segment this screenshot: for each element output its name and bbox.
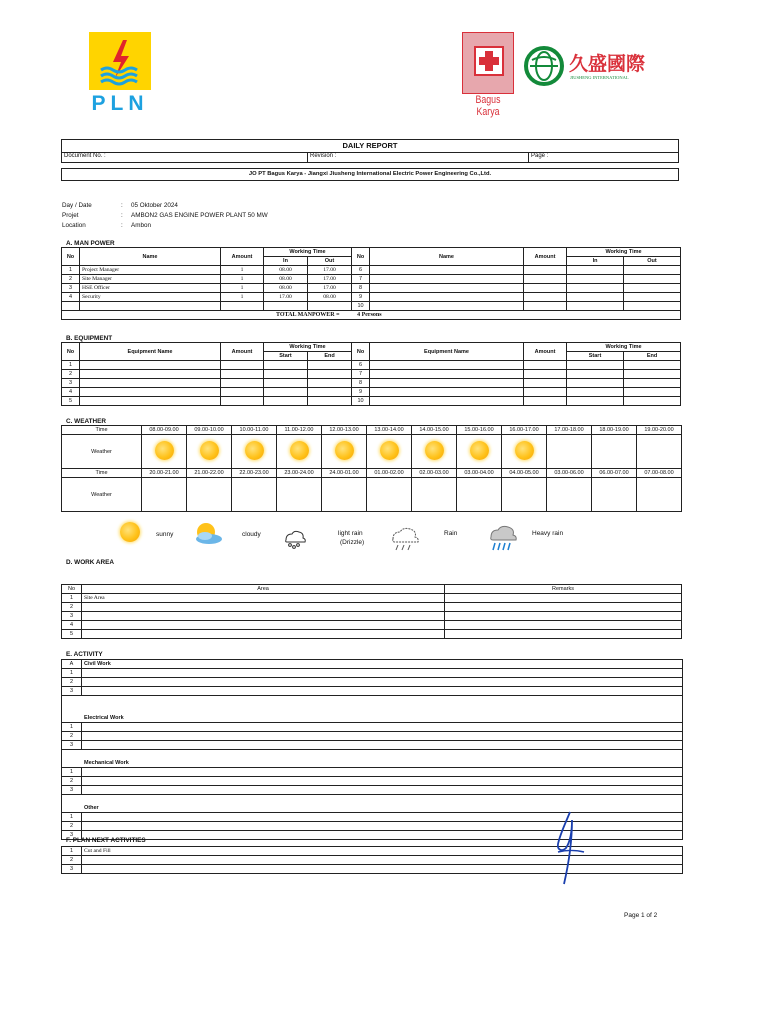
legend-rain-label: Rain — [444, 530, 458, 537]
manpower-header-working-time-right: Working Time — [567, 248, 681, 257]
globe-icon — [524, 46, 564, 86]
work-area-remarks — [445, 621, 682, 630]
equipment-no-right: 9 — [352, 388, 370, 397]
activity-group-mechanical: Mechanical Work — [62, 759, 683, 768]
manpower-no: 3 — [62, 284, 80, 293]
jo-name: JO PT Bagus Karya - Jiangxi Jiusheng International Electric Power Engineering Co.,Ltd. — [248, 171, 492, 177]
weather-time-row — [62, 469, 682, 478]
weather-table — [61, 425, 682, 512]
weather-section-title: C. WEATHER — [66, 418, 106, 425]
manpower-out-right — [624, 302, 681, 311]
work-area-no: 5 — [62, 630, 82, 639]
manpower-amount-right — [524, 302, 567, 311]
work-area-remarks — [445, 612, 682, 621]
equipment-header-name-right: Equipment Name — [370, 343, 524, 361]
work-area-header-area: Area — [82, 585, 445, 594]
equipment-no: 3 — [62, 379, 80, 388]
manpower-header-out-right: Out — [624, 257, 681, 266]
manpower-name: Site Manager — [80, 275, 221, 284]
activity-no: 3 — [62, 687, 82, 696]
manpower-out-right — [624, 266, 681, 275]
manpower-header-in: In — [264, 257, 308, 266]
equipment-no-right: 7 — [352, 370, 370, 379]
manpower-name: Security — [80, 293, 221, 302]
manpower-name-right — [370, 293, 524, 302]
weather-legend — [118, 518, 578, 558]
legend-drizzle-label: (Drizzle) — [340, 539, 365, 546]
weather-cell — [502, 478, 547, 512]
manpower-amount-right — [524, 275, 567, 284]
weather-row-label: Weather — [62, 435, 142, 469]
manpower-out: 17.00 — [308, 275, 352, 284]
activity-no: 2 — [62, 777, 82, 786]
manpower-total-row — [62, 311, 681, 320]
report-header — [61, 139, 679, 163]
work-area-area — [82, 621, 445, 630]
weather-cell — [322, 478, 367, 512]
equipment-no-right: 6 — [352, 361, 370, 370]
manpower-header-amount: Amount — [221, 248, 264, 266]
weather-cell — [142, 435, 187, 469]
weather-time-slot: 06.00-07.00 — [592, 469, 637, 478]
weather-time-slot: 01.00-02.00 — [367, 469, 412, 478]
date-colon: : — [121, 202, 123, 209]
weather-cell — [412, 435, 457, 469]
table-row — [62, 612, 682, 621]
manpower-no-right: 9 — [352, 293, 370, 302]
activity-no: 1 — [62, 813, 82, 822]
weather-icon-row — [62, 435, 682, 469]
manpower-amount: 1 — [221, 293, 264, 302]
weather-time-label: Time — [62, 469, 142, 478]
manpower-in — [264, 302, 308, 311]
manpower-in-right — [567, 302, 624, 311]
manpower-out — [308, 302, 352, 311]
manpower-no: 1 — [62, 266, 80, 275]
table-row — [62, 284, 681, 293]
activity-section-title: E. ACTIVITY — [66, 651, 103, 658]
activity-no: 2 — [62, 822, 82, 831]
equipment-header-end: End — [308, 352, 352, 361]
manpower-name: Project Manager — [80, 266, 221, 275]
weather-cell — [457, 435, 502, 469]
manpower-no-right: 6 — [352, 266, 370, 275]
work-area-no: 3 — [62, 612, 82, 621]
activity-no: 1 — [62, 723, 82, 732]
pln-logo-mark — [89, 32, 151, 90]
weather-cell — [547, 435, 592, 469]
location-value: Ambon — [131, 222, 151, 229]
total-manpower-value: 4 Persons — [357, 312, 382, 318]
equipment-no: 2 — [62, 370, 80, 379]
equipment-table — [61, 342, 681, 406]
manpower-header-no-right: No — [352, 248, 370, 266]
weather-cell — [367, 435, 412, 469]
manpower-header-working-time: Working Time — [264, 248, 352, 257]
equipment-header-amount-right: Amount — [524, 343, 567, 361]
plan-section-title: F. PLAN NEXT ACTIVITIES — [66, 837, 146, 844]
activity-no: 2 — [62, 732, 82, 741]
manpower-out-right — [624, 293, 681, 302]
weather-cell — [187, 435, 232, 469]
weather-cell — [592, 435, 637, 469]
table-row — [62, 777, 683, 786]
table-row — [62, 723, 683, 732]
manpower-amount — [221, 302, 264, 311]
manpower-header-out: Out — [308, 257, 352, 266]
weather-cell — [367, 478, 412, 512]
activity-group-electrical: Electrical Work — [62, 714, 683, 723]
jo-banner — [61, 168, 679, 181]
equipment-section-title: B. EQUIPMENT — [66, 335, 113, 342]
page-number: Page 1 of 2 — [624, 912, 658, 919]
weather-cell — [637, 435, 682, 469]
bagus-karya-logo-mark — [462, 32, 514, 94]
weather-cell — [232, 435, 277, 469]
work-area-area — [82, 603, 445, 612]
manpower-name-right — [370, 284, 524, 293]
weather-time-slot: 13.00-14.00 — [367, 426, 412, 435]
weather-cell — [142, 478, 187, 512]
sunny-icon — [290, 441, 309, 460]
weather-time-row — [62, 426, 682, 435]
project-label: Projet — [62, 212, 79, 219]
manpower-no-right: 8 — [352, 284, 370, 293]
equipment-header-start: Start — [264, 352, 308, 361]
manpower-out: 17.00 — [308, 266, 352, 275]
work-area-no: 1 — [62, 594, 82, 603]
table-row — [62, 732, 683, 741]
weather-time-slot: 03.00-04.00 — [457, 469, 502, 478]
activity-no: 2 — [62, 678, 82, 687]
manpower-in: 08.00 — [264, 275, 308, 284]
manpower-in: 08.00 — [264, 284, 308, 293]
revision-label: Revision : — [310, 153, 337, 159]
weather-time-label: Time — [62, 426, 142, 435]
manpower-header-name-right: Name — [370, 248, 524, 266]
table-row — [62, 603, 682, 612]
equipment-no: 4 — [62, 388, 80, 397]
project-colon: : — [121, 212, 123, 219]
manpower-header-in-right: In — [567, 257, 624, 266]
sunny-icon — [515, 441, 534, 460]
weather-time-slot: 18.00-19.00 — [592, 426, 637, 435]
equipment-no: 1 — [62, 361, 80, 370]
rain-icon — [388, 525, 422, 555]
work-area-no: 2 — [62, 603, 82, 612]
weather-cell — [457, 478, 502, 512]
work-area-table — [61, 584, 682, 639]
manpower-out: 17.00 — [308, 284, 352, 293]
activity-group-other: Other — [62, 804, 683, 813]
table-row — [62, 275, 681, 284]
equipment-header-end-right: End — [624, 352, 681, 361]
weather-time-slot: 15.00-16.00 — [457, 426, 502, 435]
table-row — [62, 397, 681, 406]
manpower-in-right — [567, 266, 624, 275]
page-label: Page : — [531, 153, 549, 159]
weather-time-slot: 20.00-21.00 — [142, 469, 187, 478]
weather-time-slot: 07.00-08.00 — [637, 469, 682, 478]
pln-logo-text: PLN — [91, 92, 149, 115]
weather-time-slot: 04.00-05.00 — [502, 469, 547, 478]
plan-no: 2 — [62, 856, 82, 865]
weather-time-slot: 10.00-11.00 — [232, 426, 277, 435]
equipment-no-right: 10 — [352, 397, 370, 406]
equipment-no-right: 8 — [352, 379, 370, 388]
weather-cell — [547, 478, 592, 512]
equipment-header-working-time-right: Working Time — [567, 343, 681, 352]
plan-text: Cut and Fill — [82, 847, 683, 856]
manpower-header-no: No — [62, 248, 80, 266]
table-row — [62, 379, 681, 388]
plan-no: 3 — [62, 865, 82, 874]
jiusheng-logo — [524, 46, 646, 98]
cloudy-icon — [192, 521, 224, 549]
bagus-karya-logo-text: Bagus Karya — [475, 94, 501, 118]
weather-time-slot: 21.00-22.00 — [187, 469, 232, 478]
manpower-table — [61, 247, 681, 320]
manpower-name-right — [370, 275, 524, 284]
sunny-icon — [200, 441, 219, 460]
activity-no: 1 — [62, 669, 82, 678]
sunny-icon — [245, 441, 264, 460]
sunny-icon — [380, 441, 399, 460]
manpower-no: 4 — [62, 293, 80, 302]
manpower-amount: 1 — [221, 275, 264, 284]
manpower-no — [62, 302, 80, 311]
manpower-out: 08.00 — [308, 293, 352, 302]
weather-time-slot: 12.00-13.00 — [322, 426, 367, 435]
manpower-out-right — [624, 284, 681, 293]
sunny-icon — [120, 522, 140, 542]
equipment-header-no-right: No — [352, 343, 370, 361]
weather-cell — [232, 478, 277, 512]
legend-light-rain-label: light rain — [338, 530, 363, 537]
sunny-icon — [470, 441, 489, 460]
work-area-remarks — [445, 594, 682, 603]
manpower-in-right — [567, 275, 624, 284]
table-row — [62, 669, 683, 678]
weather-time-slot: 23.00-24.00 — [277, 469, 322, 478]
weather-time-slot: 19.00-20.00 — [637, 426, 682, 435]
equipment-header-amount: Amount — [221, 343, 264, 361]
location-colon: : — [121, 222, 123, 229]
work-area-remarks — [445, 630, 682, 639]
jiusheng-chinese-name: 久盛國際 — [569, 53, 646, 75]
work-area-header-remarks: Remarks — [445, 585, 682, 594]
weather-time-slot: 22.00-23.00 — [232, 469, 277, 478]
weather-time-slot: 16.00-17.00 — [502, 426, 547, 435]
table-row — [62, 293, 681, 302]
work-area-section-title: D. WORK AREA — [66, 559, 115, 566]
manpower-no: 2 — [62, 275, 80, 284]
legend-sunny-label: sunny — [156, 531, 174, 538]
table-row — [62, 741, 683, 750]
manpower-amount-right — [524, 266, 567, 275]
manpower-amount-right — [524, 284, 567, 293]
table-row — [62, 678, 683, 687]
table-row — [62, 594, 682, 603]
manpower-section-title: A. MAN POWER — [66, 240, 115, 247]
activity-no: 3 — [62, 741, 82, 750]
weather-cell — [502, 435, 547, 469]
activity-group-civil: Civil Work — [82, 660, 683, 669]
manpower-in-right — [567, 293, 624, 302]
activity-a-label: A — [62, 660, 82, 669]
weather-cell — [277, 435, 322, 469]
equipment-header-name: Equipment Name — [80, 343, 221, 361]
pln-logo — [86, 32, 154, 118]
table-row — [62, 630, 682, 639]
weather-cell — [592, 478, 637, 512]
table-row — [62, 302, 681, 311]
activity-no: 3 — [62, 831, 82, 840]
work-area-header-no: No — [62, 585, 82, 594]
weather-time-slot: 08.00-09.00 — [142, 426, 187, 435]
manpower-in-right — [567, 284, 624, 293]
date-label: Day / Date — [62, 202, 92, 209]
work-area-no: 4 — [62, 621, 82, 630]
weather-icon-row — [62, 478, 682, 512]
weather-time-slot: 09.00-10.00 — [187, 426, 232, 435]
manpower-amount: 1 — [221, 284, 264, 293]
work-area-area — [82, 630, 445, 639]
weather-time-slot: 24.00-01.00 — [322, 469, 367, 478]
jiusheng-latin-name: JIUSHENG INTERNATIONAL — [570, 75, 629, 80]
plan-no: 1 — [62, 847, 82, 856]
weather-time-slot: 02.00-03.00 — [412, 469, 457, 478]
manpower-header-name: Name — [80, 248, 221, 266]
activity-no: 1 — [62, 768, 82, 777]
equipment-header-start-right: Start — [567, 352, 624, 361]
manpower-in: 08.00 — [264, 266, 308, 275]
document-no-label: Document No. : — [64, 153, 106, 159]
date-value: 05 Oktober 2024 — [131, 202, 178, 209]
weather-cell — [322, 435, 367, 469]
location-label: Location — [62, 222, 86, 229]
work-area-remarks — [445, 603, 682, 612]
equipment-header-no: No — [62, 343, 80, 361]
manpower-name — [80, 302, 221, 311]
total-manpower-label: TOTAL MANPOWER = — [276, 312, 340, 318]
bagus-karya-logo — [462, 32, 514, 118]
equipment-header-working-time: Working Time — [264, 343, 352, 352]
sunny-icon — [335, 441, 354, 460]
table-row — [62, 768, 683, 777]
weather-time-slot: 14.00-15.00 — [412, 426, 457, 435]
weather-cell — [187, 478, 232, 512]
light-rain-icon — [282, 528, 306, 552]
weather-time-slot: 17.00-18.00 — [547, 426, 592, 435]
manpower-name: HSE Officer — [80, 284, 221, 293]
manpower-amount-right — [524, 293, 567, 302]
table-row — [62, 786, 683, 795]
table-row — [62, 687, 683, 696]
manpower-no-right: 10 — [352, 302, 370, 311]
manpower-name-right — [370, 266, 524, 275]
heavy-rain-icon — [486, 523, 520, 555]
manpower-amount: 1 — [221, 266, 264, 275]
project-value: AMBON2 GAS ENGINE POWER PLANT 50 MW — [131, 212, 268, 219]
weather-cell — [277, 478, 322, 512]
table-row — [62, 388, 681, 397]
table-row — [62, 361, 681, 370]
legend-cloudy-label: cloudy — [242, 531, 261, 538]
table-row — [62, 266, 681, 275]
manpower-no-right: 7 — [352, 275, 370, 284]
manpower-header-amount-right: Amount — [524, 248, 567, 266]
weather-time-slot: 03.00-06.00 — [547, 469, 592, 478]
weather-cell — [637, 478, 682, 512]
sunny-icon — [155, 441, 174, 460]
manpower-in: 17.00 — [264, 293, 308, 302]
report-title: DAILY REPORT — [342, 141, 398, 150]
sunny-icon — [425, 441, 444, 460]
signature — [548, 808, 598, 888]
info-block — [62, 201, 362, 231]
table-row — [62, 621, 682, 630]
work-area-area — [82, 612, 445, 621]
legend-heavy-rain-label: Heavy rain — [532, 530, 564, 537]
equipment-no: 5 — [62, 397, 80, 406]
weather-cell — [412, 478, 457, 512]
weather-time-slot: 11.00-12.00 — [277, 426, 322, 435]
work-area-area: Site Area — [82, 594, 445, 603]
activity-no: 3 — [62, 786, 82, 795]
table-row — [62, 370, 681, 379]
weather-row-label: Weather — [62, 478, 142, 512]
manpower-out-right — [624, 275, 681, 284]
manpower-name-right — [370, 302, 524, 311]
